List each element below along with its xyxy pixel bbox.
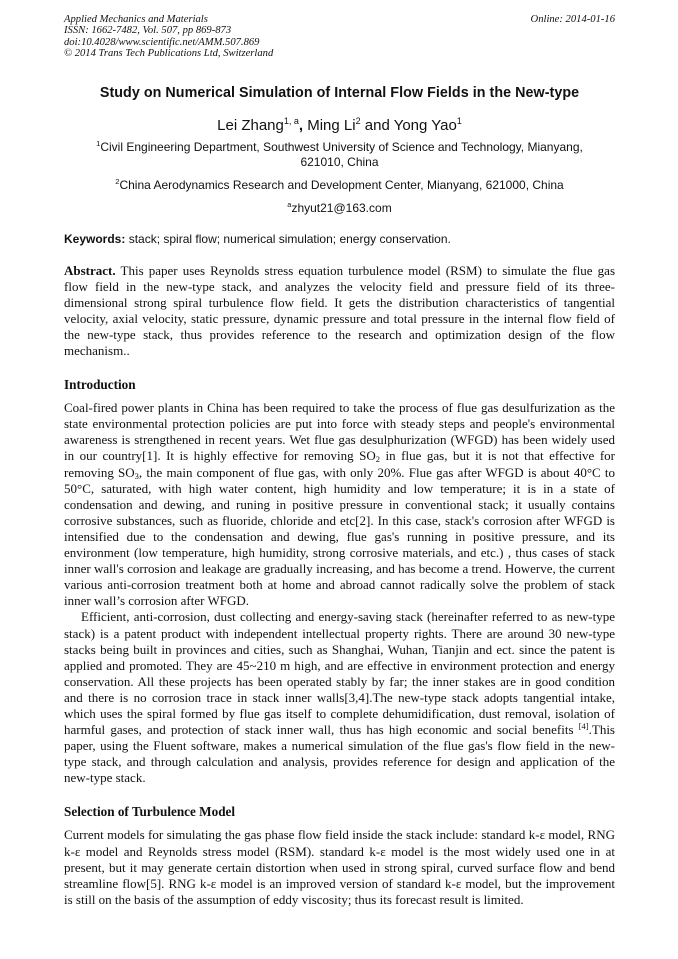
introduction-paragraph-2: Efficient, anti-corrosion, dust collecting and energy-saving stack (hereinafter referred to as new-type stack) is a patent product with independent intellectual property rights. There are around 30 new-type stacks being built in provinces and cities, such as Shanghai, Wuhan, Tianjin and ect. since the patent is applied and promoted. They are 45~210 m high, and are effective in environment protection and energy conservation. All these projects has been operated stably by far; the inner stakes are in good condition and there is no corrosion trace in stack inner walls[3,4].The new-type stack adopts tangential intake, which uses the spiral formed by flue gas itself to complete dehumidification, dust removal, isolation of harmful gases, and protection of stack inner wall, thus has high economic and social benefits [4].This paper, using the Fluent software, makes a numerical simulation of the flue gas's flow field in the new-type stack, and through calculation and analysis, provides reference for design and application of the new-type stack. [64,609,615,786]
paper-title: Study on Numerical Simulation of Internal Flow Fields in the New-type [99,84,580,101]
affiliation-1-number: 1 [96,138,101,148]
author-1-affil: 1, a [283,115,299,126]
email-address[interactable]: zhyut21@163.com [291,200,392,215]
author-and: and [364,116,390,134]
keywords-label: Keywords: [64,231,126,246]
author-1: Lei Zhang [217,116,284,134]
affiliation-1 [64,140,615,170]
affiliation-2 [64,178,615,193]
so2-subscript: 2 [375,454,381,465]
email-marker: a [287,199,292,209]
issn-line: ISSN: 1662-7482, Vol. 507, pp 869-873 [64,25,232,37]
journal-info [64,14,273,60]
citation-4[interactable]: [4] [578,721,589,732]
author-email [64,201,615,216]
author-3: Yong Yao [393,116,457,134]
author-3-affil: 1 [456,115,462,126]
online-date: Online: 2014-01-16 [530,14,615,25]
affiliation-2-number: 2 [115,176,120,186]
author-separator: , [298,116,304,134]
introduction-heading: Introduction [64,377,136,393]
abstract [64,263,615,360]
abstract-label: Abstract. [64,262,116,278]
introduction-paragraph-1: Coal-fired power plants in China has been required to take the process of flue gas desulfurization as the state environmental protection policies are put into force with steady steps and people's environmental awareness is strengthened in recent years. Wet flue gas desulphurization (WFGD) has been widely used in our country[1]. It is highly effective for removing $SO_2$ in flue gas, but it is not that effective for removing $SO_3$, the main component of flue gas, with only 20%. Flue gas after WFGD is about 40°C to 50°C, saturated, with high water content, high humidity and low temperature; it is in a state of condensation and dewing, and runing in positive pressure in conventional stack; it usually contains corrosive substances, such as fluoride, chloride and etc[2]. In this case, stack's corrosion after WFGD is intensified due to the condensation and dewing, flue gas's running in positive pressure, and its environment (low temperature, high humidity, strong corrosive materials, and etc.) , thus cases of stack inner wall's corrosion and leakage are gradually increasing, and has become a trend. Howerve, the current various anti-corrosion treatment both at home and abroad cannot radically solve the problem of stack inner wall’s corrosion after WFGD. [64,400,615,609]
abstract-text: This paper uses Reynolds stress equation turbulence model (RSM) to simulate the flue gas flow field in the new-type stack, and analyzes the velocity field and pressure field of its three-dimensional strong spiral turbulence flow field. It gets the distribution characteristics of tangential velocity, axial velocity, static pressure, dynamic pressure and total pressure in the internal flow field of the new-type stack, thus provides reference to the research and optimization design of the flow mechanism.. [64,262,616,359]
affiliation-1-text: Civil Engineering Department, Southwest University of Science and Technology, Mianyang, 621010, China [100,139,583,169]
author-2-affil: 2 [355,115,361,126]
keywords-text: stack; spiral flow; numerical simulation; energy conservation. [128,231,451,246]
so3-subscript: 3 [134,470,139,481]
author-2: Ming Li [307,116,356,134]
author-line [64,117,615,134]
keywords [64,232,615,246]
affiliation-2-text: China Aerodynamics Research and Development Center, Mianyang, 621000, China [119,177,564,192]
turbulence-paragraph-1: Current models for simulating the gas phase flow field inside the stack include: standard k-ε model, RNG k-ε model and Reynolds stress model (RSM). standard k-ε model is the most widely used one in at present, but it may generate certain distortion when used in strong spiral, curved surface flow and bend streamline flow[5]. RNG k-ε model is an improved version of standard k-ε model, but the improvement is still on the basis of the assumption of eddy viscosity; thus its forecast result is limited. [64,827,615,907]
running-header [64,14,615,60]
turbulence-heading: Selection of Turbulence Model [64,804,236,820]
doi-line[interactable]: doi:10.4028/www.scientific.net/AMM.507.869 [64,36,260,48]
copyright-line: © 2014 Trans Tech Publications Ltd, Switzerland [64,48,274,60]
journal-name: Applied Mechanics and Materials [64,14,208,25]
